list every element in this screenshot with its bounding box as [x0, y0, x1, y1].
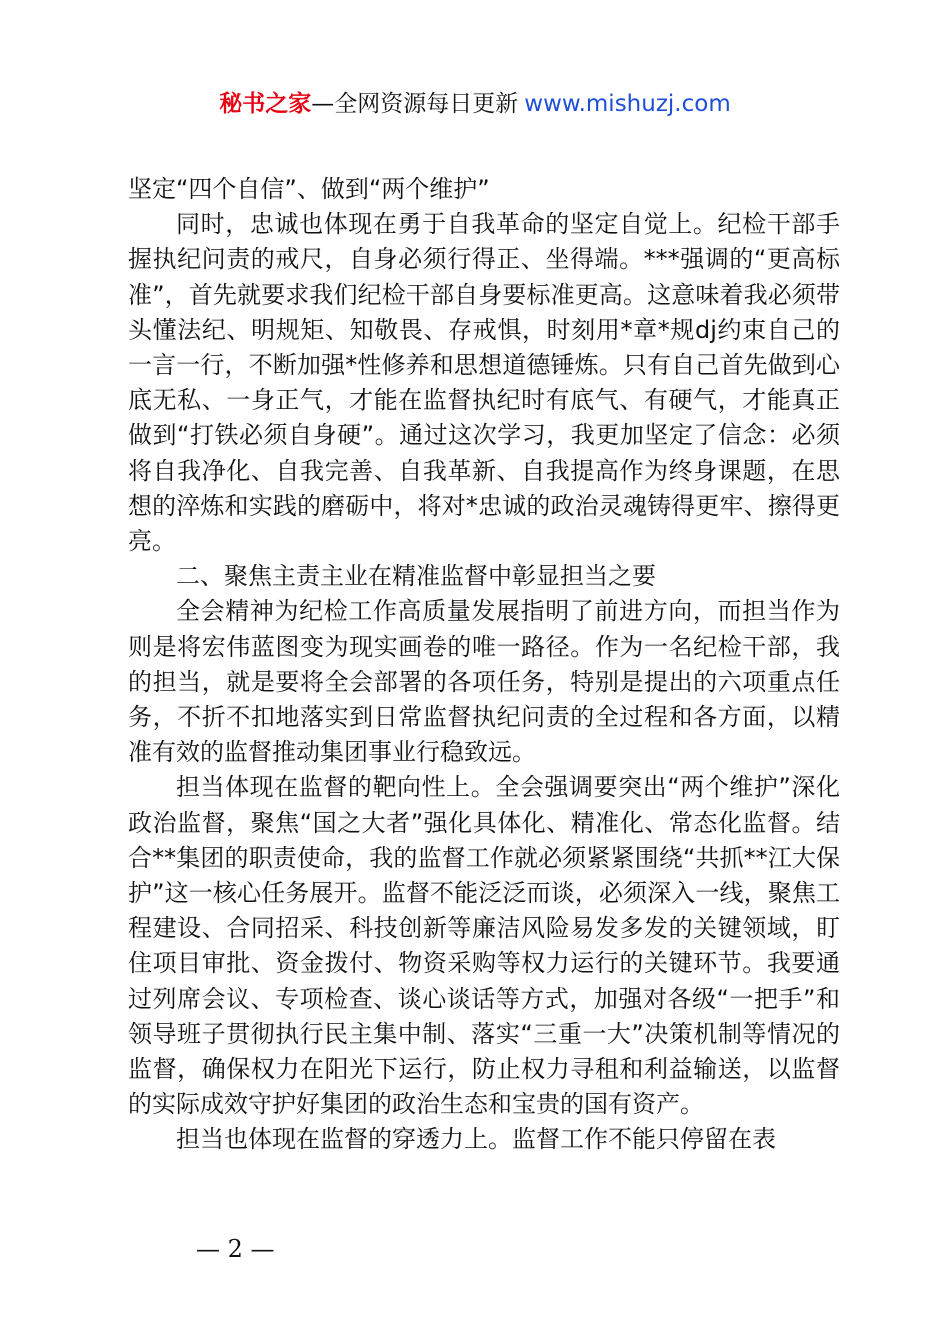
page-number: — 2 — [196, 1235, 275, 1263]
section-heading: 二、聚焦主责主业在精准监督中彰显担当之要 [176, 562, 656, 591]
paragraph: 同时，忠诚也体现在勇于自我革命的坚定自觉上。纪检干部手握执纪问责的戒尺，自身必须行得正、坐得端。***强调的“更高标准”，首先就要求我们纪检干部自身要标准更高。这意味着我必须带头懂法纪、明规矩、知敬畏、存戒惧，时刻用*章*规dj约束自己的一言一行，不断加强*性修养和思想道德锤炼。只有自己首先做到心底无私、一身正气，才能在监督执纪时有底气、有硬气，才能真正做到“打铁必须自身硬”。通过这次学习，我更加坚定了信念：必须将自我净化、自我完善、自我革新、自我提高作为终身课题，在思想的淬炼和实践的磨砺中，将对*忠诚的政治灵魂铸得更牢、擦得更亮。 [128, 210, 840, 556]
site-header-banner [0, 86, 950, 122]
paragraph: 担当也体现在监督的穿透力上。监督工作不能只停留在表 [176, 1125, 776, 1154]
paragraph: 担当体现在监督的靶向性上。全会强调要突出“两个维护”深化政治监督，聚焦“国之大者”强化具体化、精准化、常态化监督。结合**集团的职责使命，我的监督工作就必须紧紧围绕“共抓**江大保护”这一核心任务展开。监督不能泛泛而谈，必须深入一线，聚焦工程建设、合同招采、科技创新等廉洁风险易发多发的关键领域，盯住项目审批、资金拨付、物资采购等权力运行的关键环节。我要通过列席会议、专项检查、谈心谈话等方式，加强对各级“一把手”和领导班子贯彻执行民主集中制、落实“三重一大”决策机制等情况的监督，确保权力在阳光下运行，防止权力寻租和利益输送，以监督的实际成效守护好集团的政治生态和宝贵的国有资产。 [128, 773, 840, 1119]
site-url-link[interactable]: www.mishuzj.com [524, 91, 731, 117]
site-tagline: —全网资源每日更新 [311, 91, 519, 117]
site-name: 秘书之家 [219, 91, 312, 117]
paragraph: 全会精神为纪检工作高质量发展指明了前进方向，而担当作为则是将宏伟蓝图变为现实画卷的唯一路径。作为一名纪检干部，我的担当，就是要将全会部署的各项任务，特别是提出的六项重点任务，不折不扣地落实到日常监督执纪问责的全过程和各方面，以精准有效的监督推动集团事业行稳致远。 [128, 597, 840, 767]
document-body [128, 172, 840, 1158]
paragraph: 坚定“四个自信”、做到“两个维护” [128, 175, 490, 203]
